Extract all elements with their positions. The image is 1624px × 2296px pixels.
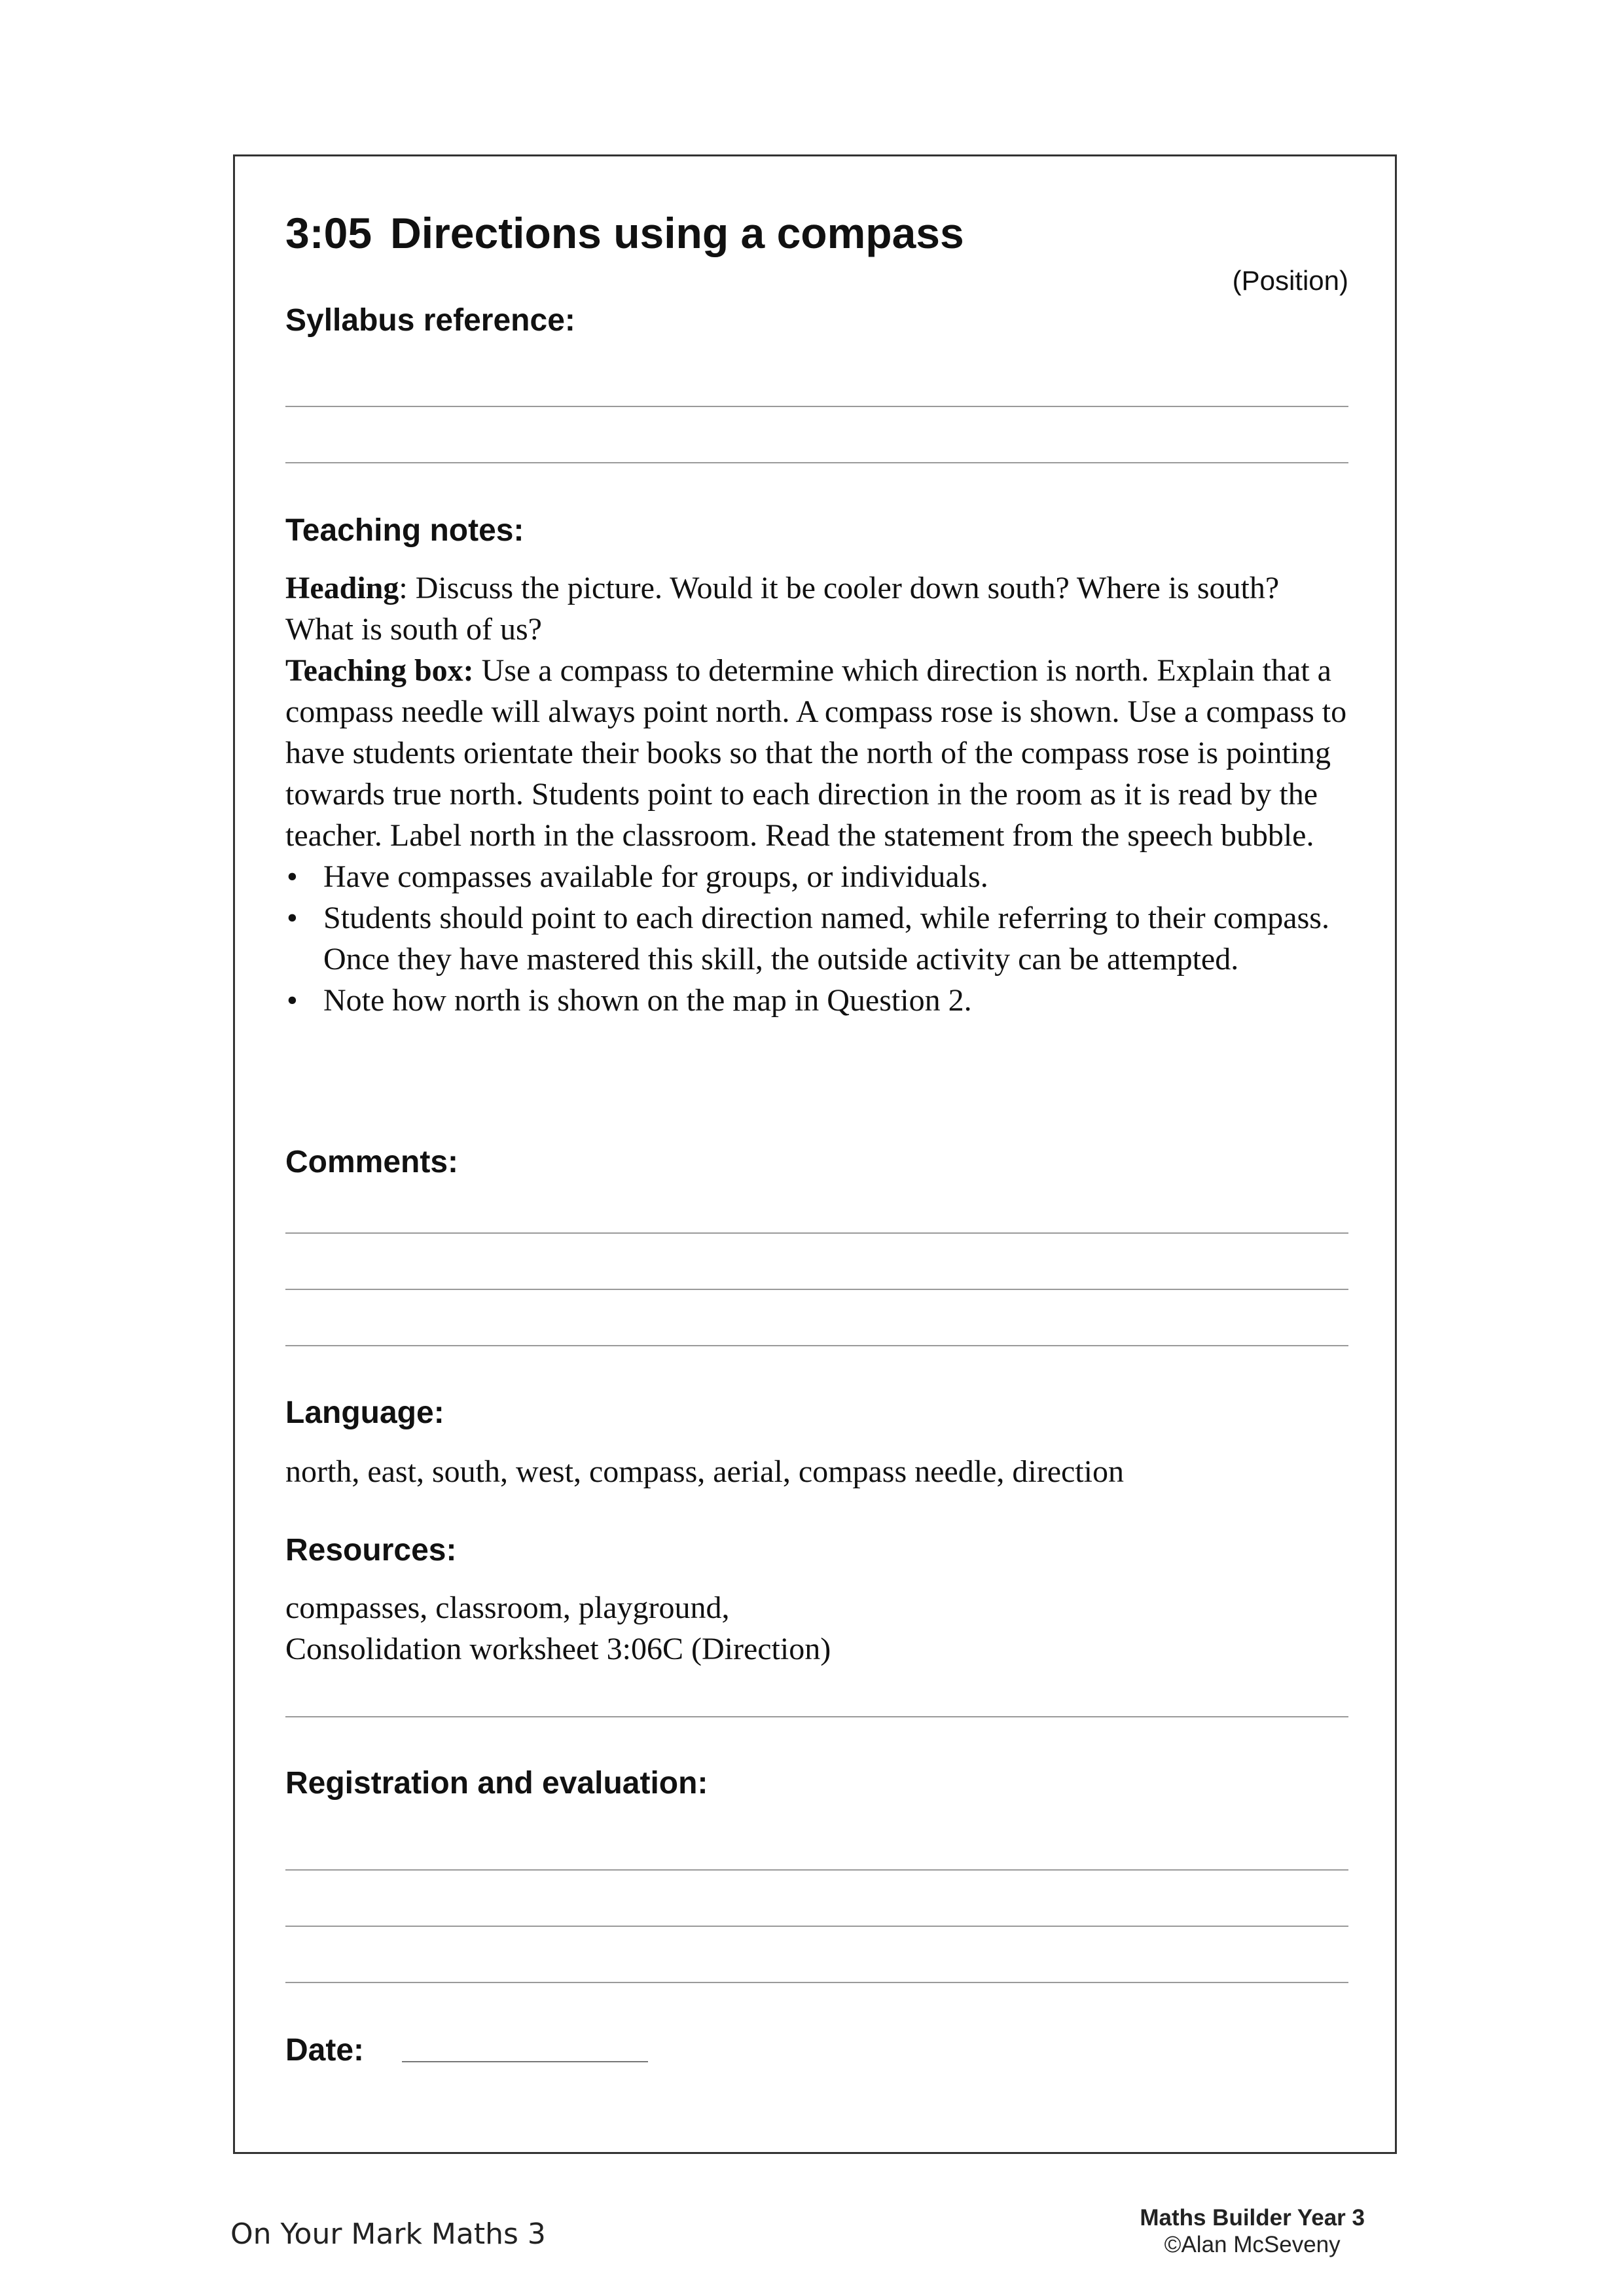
resources-line-rule[interactable]: [285, 1716, 1348, 1717]
footer-copyright: ©Alan McSeveny: [1164, 2232, 1341, 2257]
lesson-title-text: Directions using a compass: [390, 209, 964, 257]
date-field-line[interactable]: [402, 2061, 648, 2062]
registration-line-2[interactable]: [285, 1926, 1348, 1927]
list-item: • Note how north is shown on the map in Question 2.: [285, 980, 1348, 1021]
footer-credits: [1140, 2204, 1365, 2258]
date-label: Date:: [285, 2033, 365, 2068]
comments-line-2[interactable]: [285, 1289, 1348, 1290]
list-item: • Students should point to each direction named, while referring to their compass. Once they have mastered this skill, the outside activity can be attempted.: [285, 897, 1348, 980]
resources-line: Consolidation worksheet 3:06C (Direction): [285, 1632, 831, 1666]
lesson-number: 3:05: [285, 209, 372, 257]
footer-book-title: On Your Mark Maths 3: [230, 2217, 546, 2251]
registration-line-1[interactable]: [285, 1869, 1348, 1871]
resources-line: compasses, classroom, playground,: [285, 1590, 730, 1625]
comments-line-1[interactable]: [285, 1232, 1348, 1234]
teaching-notes-heading: Teaching notes:: [285, 513, 524, 548]
teaching-bullets: [285, 856, 1348, 1021]
language-text: north, east, south, west, compass, aerial, compass needle, direction: [285, 1454, 1124, 1489]
comments-line-3[interactable]: [285, 1345, 1348, 1346]
lesson-title: [285, 208, 964, 258]
language-heading: Language:: [285, 1395, 444, 1430]
teaching-notes-body: [285, 567, 1348, 1021]
resources-text: [285, 1587, 1348, 1670]
footer-series: Maths Builder Year 3: [1140, 2205, 1365, 2231]
comments-heading: Comments:: [285, 1145, 459, 1179]
heading-note: [285, 567, 1348, 650]
teaching-box-label: Teaching box:: [285, 653, 474, 688]
heading-note-label: Heading: [285, 571, 399, 605]
teaching-box-text: Use a compass to determine which direction is north. Explain that a compass needle will always point north. A compass rose is shown. Use a compass to have students orientate their books so that the north of the compass rose is pointing towards true north. Students point to each direction in the room as it is read by the teacher. Label north in the classroom. Read the statement from the speech bubble.: [285, 653, 1347, 853]
registration-line-3[interactable]: [285, 1982, 1348, 1983]
strand-tag: (Position): [1232, 265, 1348, 296]
syllabus-line-2[interactable]: [285, 462, 1348, 463]
syllabus-heading: Syllabus reference:: [285, 303, 575, 338]
teaching-box-note: [285, 650, 1348, 856]
heading-note-text: : Discuss the picture. Would it be cooler down south? Where is south? What is south of us?: [285, 571, 1280, 647]
registration-heading: Registration and evaluation:: [285, 1766, 708, 1801]
resources-heading: Resources:: [285, 1533, 457, 1568]
syllabus-line-1[interactable]: [285, 406, 1348, 407]
list-item: • Have compasses available for groups, or individuals.: [285, 856, 1348, 897]
